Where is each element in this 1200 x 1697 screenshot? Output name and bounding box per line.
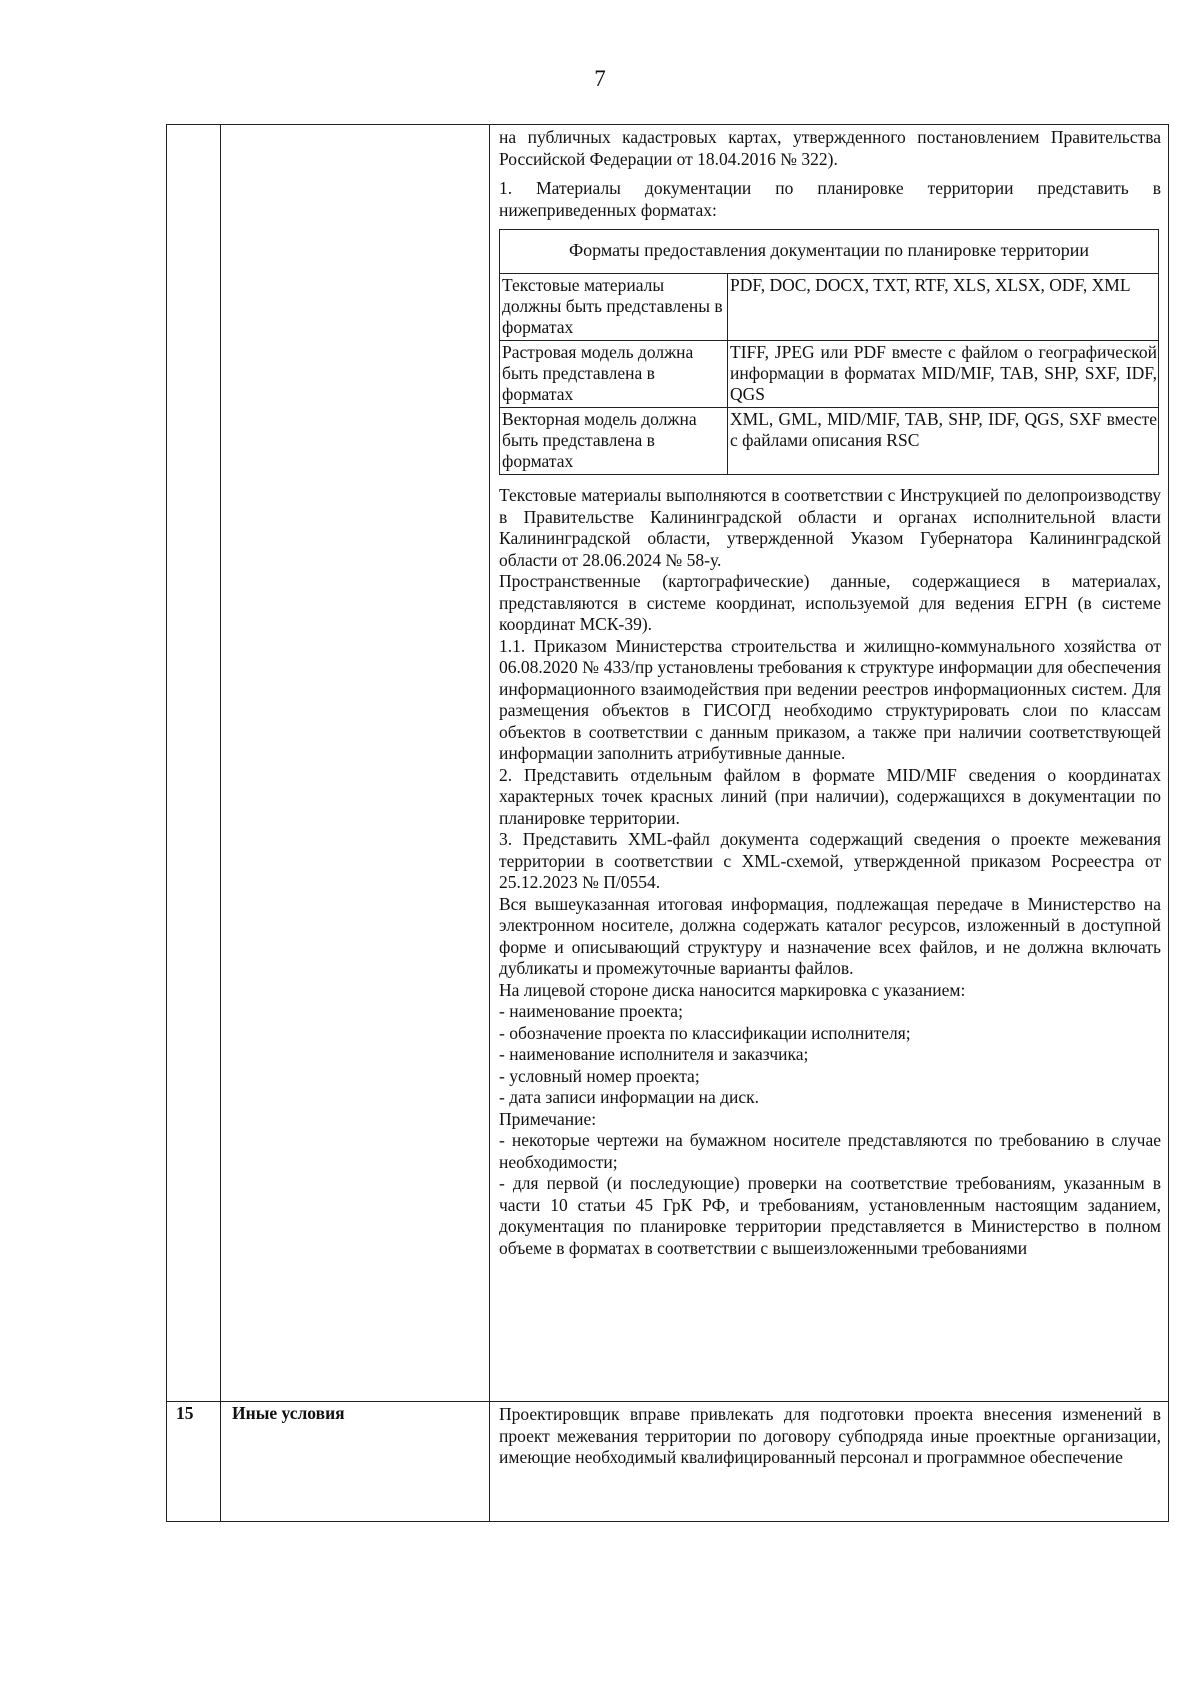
paragraph-media: Вся вышеуказанная итоговая информация, подлежащая передаче в Министерство на электронном носителе, должна содержать каталог ресурсов, изложенный в доступной форме и описывающий структуру и назначение всех файлов, и не должна включать дубликаты и промежуточные варианты файлов. [499,893,1161,978]
table-divider-1 [220,124,221,1522]
list-item: - некоторые чертежи на бумажном носителе представляются по требованию в случае необходимости; [499,1130,1161,1172]
note-heading: Примечание: [499,1108,597,1129]
table-row [500,341,1159,408]
row-15-text: Проектировщик вправе привлекать для подготовки проекта внесения изменений в проект межевания территории по договору субподряда иные проектные организации, имеющие необходимый квалифицированный персонал и программное обеспечение [499,1404,1161,1467]
continuation-text: на публичных кадастровых картах, утвержденного постановлением Правительства Российской Федерации от 18.04.2016 № 322). [499,127,1161,169]
item-1-text: 1. Материалы документации по планировке территории представить в нижеприведенных форматах: [499,178,1161,220]
table-border-top [166,124,1169,125]
formats-table [499,229,1159,475]
table-row [500,274,1159,341]
paragraph-instruction: Текстовые материалы выполняются в соответствии с Инструкцией по делопроизводству в Правительстве Калининградской области и органах исполнительной власти Калининградской области, утвержденной Указом Губернатора Калининградской области от 28.06.2024 № 58-у. [499,485,1161,570]
list-item: - для первой (и последующие) проверки на соответствие требованиям, указанным в части 10 статьи 45 ГрК РФ, и требованиям, установленным настоящим заданием, документация по планировке территории представляется в Министерство в полном объеме в форматах в соответствии с вышеизложенными требованиями [499,1173,1161,1258]
table-border-bottom [166,1521,1169,1522]
table-border-right [1168,124,1169,1522]
paragraph-1-1: 1.1. Приказом Министерства строительства и жилищно-коммунального хозяйства от 06.08.2020 № 433/пр установлены требования к структуре информации для обеспечения информационного взаимодействия при ведении реестров информационных систем. Для размещения объектов в ГИСОГД необходимо структурировать слои по классам объектов в соответствии с данным приказом, а также при наличии соответствующей информации заполнить атрибутивные данные. [499,635,1161,763]
row-15-number: 15 [176,1403,194,1423]
table-row [500,408,1159,475]
format-value: XML, GML, MID/MIF, TAB, SHP, IDF, QGS, SXF вместе с файлами описания RSC [728,408,1159,475]
row-14-content [499,127,1161,1259]
page-number: 7 [594,66,606,91]
paragraph-marking: На лицевой стороне диска наносится маркировка с указанием: [499,979,966,1000]
formats-table-header: Форматы предоставления документации по планировке территории [500,230,1159,274]
list-item: - наименование проекта; [499,1001,683,1021]
list-item: - условный номер проекта; [499,1065,700,1086]
format-value: PDF, DOC, DOCX, TXT, RTF, XLS, XLSX, ODF, XML [728,274,1159,341]
format-label: Векторная модель должна быть представлена в форматах [500,408,728,475]
format-label: Текстовые материалы должны быть представлены в форматах [500,274,728,341]
row-15-top-border [166,1401,1169,1402]
list-item: - наименование исполнителя и заказчика; [499,1044,809,1064]
requirements-table [166,124,1169,1522]
list-item: - дата записи информации на диск. [499,1087,760,1107]
paragraph-coordinates: Пространственные (картографические) данные, содержащиеся в материалах, представляются в системе координат, используемой для ведения ЕГРН (в системе координат МСК-39). [499,571,1161,634]
format-value: TIFF, JPEG или PDF вместе с файлом о географической информации в форматах MID/MIF, TAB, SHP, SXF, IDF, QGS [728,341,1159,408]
table-border-left [166,124,167,1522]
table-divider-2 [489,124,490,1522]
format-label: Растровая модель должна быть представлена в форматах [500,341,728,408]
paragraph-2: 2. Представить отдельным файлом в формате MID/MIF сведения о координатах характерных точек красных линий (при наличии), содержащихся в документации по планировке территории. [499,764,1161,828]
list-item: - обозначение проекта по классификации исполнителя; [499,1022,911,1043]
paragraph-3: 3. Представить XML-файл документа содержащий сведения о проекте межевания территории в соответствии с XML-схемой, утвержденной приказом Росреестра от 25.12.2023 № П/0554. [499,829,1161,892]
row-15-title: Иные условия [232,1403,345,1423]
